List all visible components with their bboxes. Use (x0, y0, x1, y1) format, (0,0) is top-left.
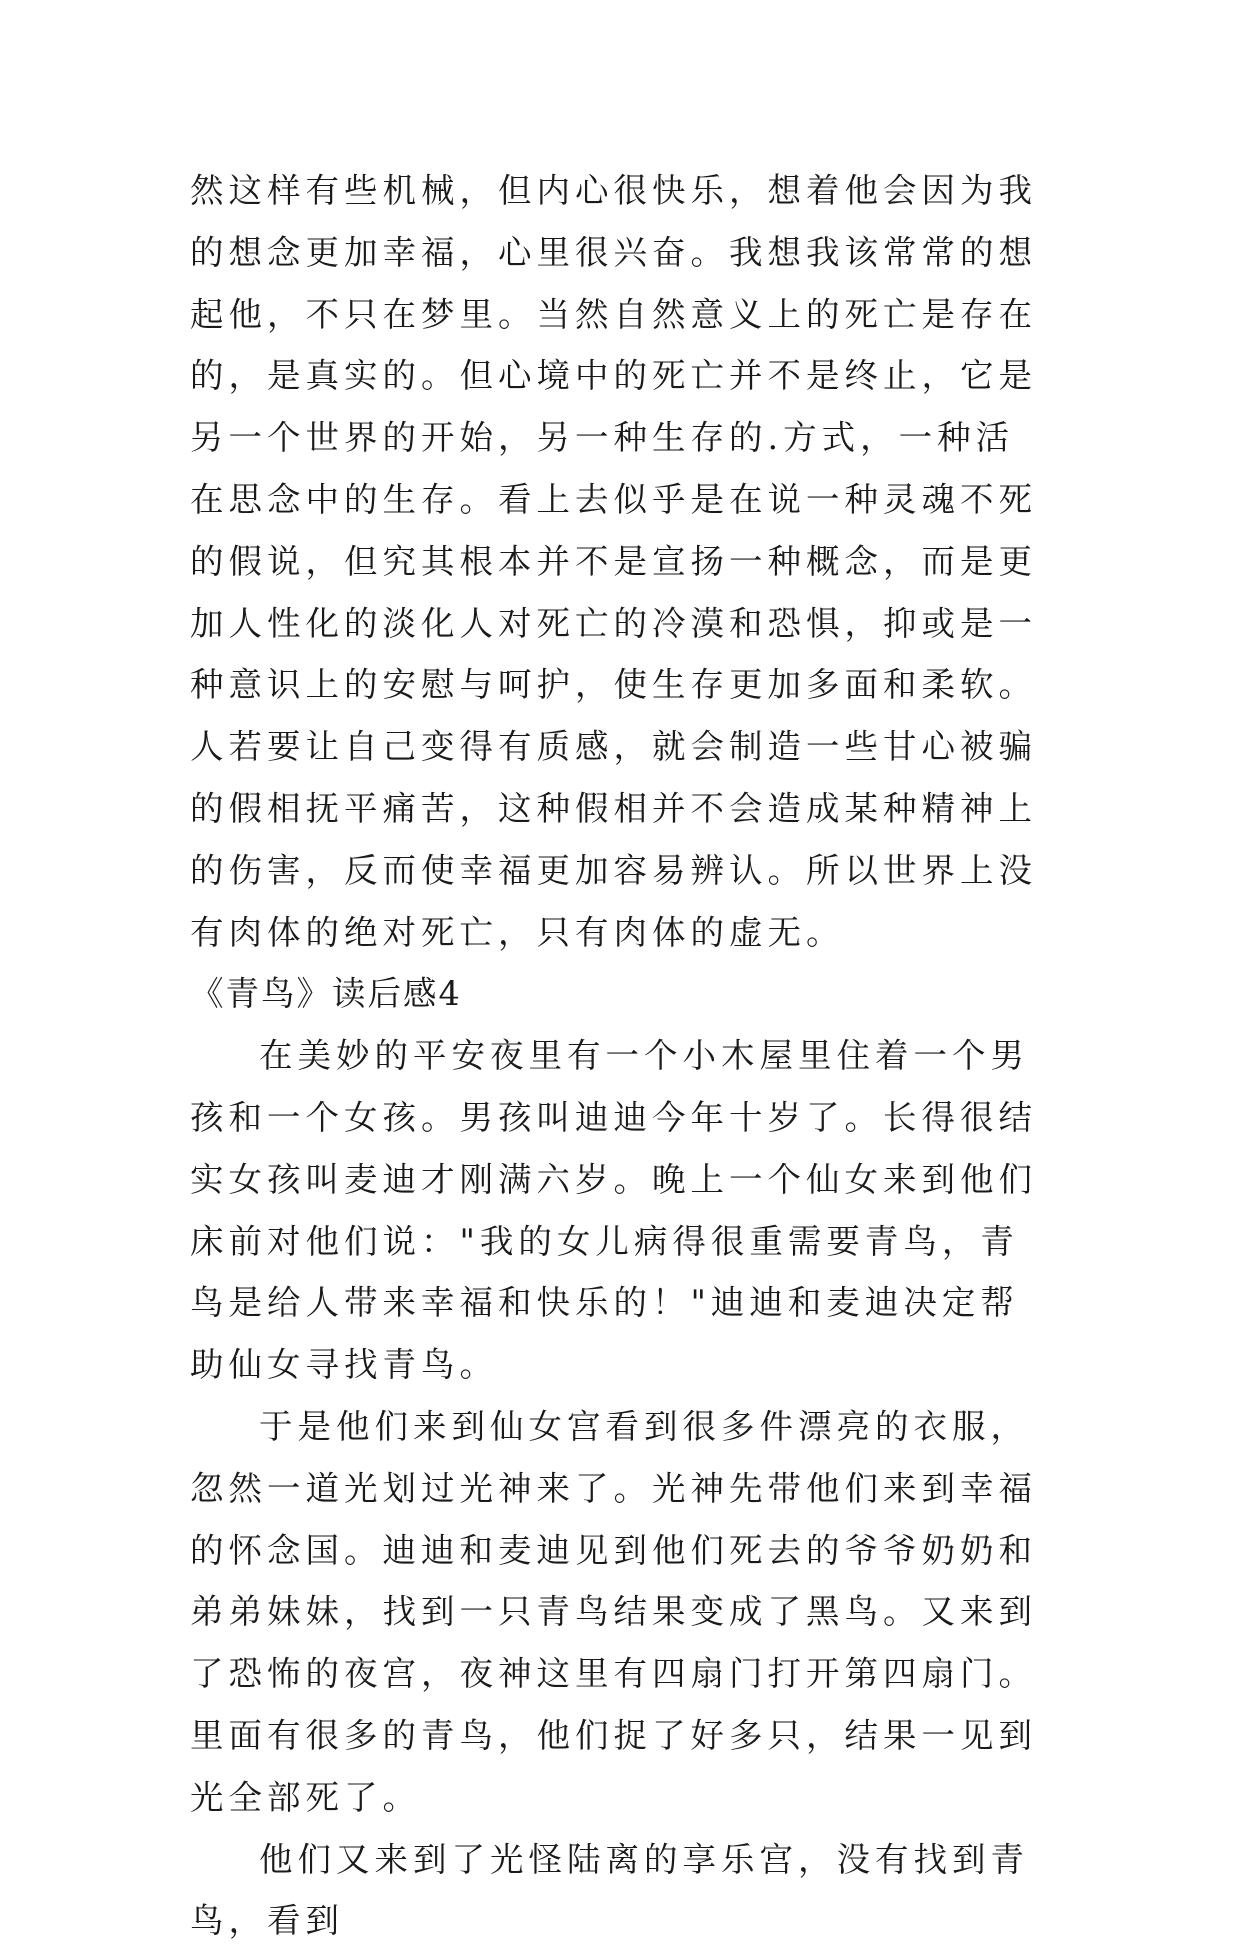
continued-paragraph: 然这样有些机械，但内心很快乐，想着他会因为我的想念更加幸福，心里很兴奋。我想我该常常的想起他，不只在梦里。当然自然意义上的死亡是存在的，是真实的。但心境中的死亡并不是终止，它是另一个世界的开始，另一种生存的.方式，一种活在思念中的生存。看上去似乎是在说一种灵魂不死的假说，但究其根本并不是宣扬一种概念，而是更加人性化的淡化人对死亡的冷漠和恐惧，抑或是一种意识上的安慰与呵护，使生存更加多面和柔软。人若要让自己变得有质感，就会制造一些甘心被骗的假相抚平痛苦，这种假相并不会造成某种精神上的伤害，反而使幸福更加容易辨认。所以世界上没有肉体的绝对死亡，只有肉体的虚无。 (190, 171, 1037, 952)
paragraph-1: 在美妙的平安夜里有一个小木屋里住着一个男孩和一个女孩。男孩叫迪迪今年十岁了。长得很结实女孩叫麦迪才刚满六岁。晚上一个仙女来到他们床前对他们说："我的女儿病得很重需要青鸟，青鸟是给人带来幸福和快乐的！"迪迪和麦迪决定帮助仙女寻找青鸟。 (190, 1036, 1037, 1385)
paragraph-2: 于是他们来到仙女宫看到很多件漂亮的衣服，忽然一道光划过光神来了。光神先带他们来到幸福的怀念国。迪迪和麦迪见到他们死去的爷爷奶奶和弟弟妹妹，找到一只青鸟结果变成了黑鸟。又来到了恐怖的夜宫，夜神这里有四扇门打开第四扇门。里面有很多的青鸟，他们捉了好多只，结果一见到光全部死了。 (190, 1406, 1037, 1817)
paragraph-3: 他们又来到了光怪陆离的享乐宫，没有找到青鸟，看到 (190, 1839, 1029, 1941)
section-title: 《青鸟》读后感4 (190, 974, 462, 1014)
document-body (190, 160, 1050, 1952)
